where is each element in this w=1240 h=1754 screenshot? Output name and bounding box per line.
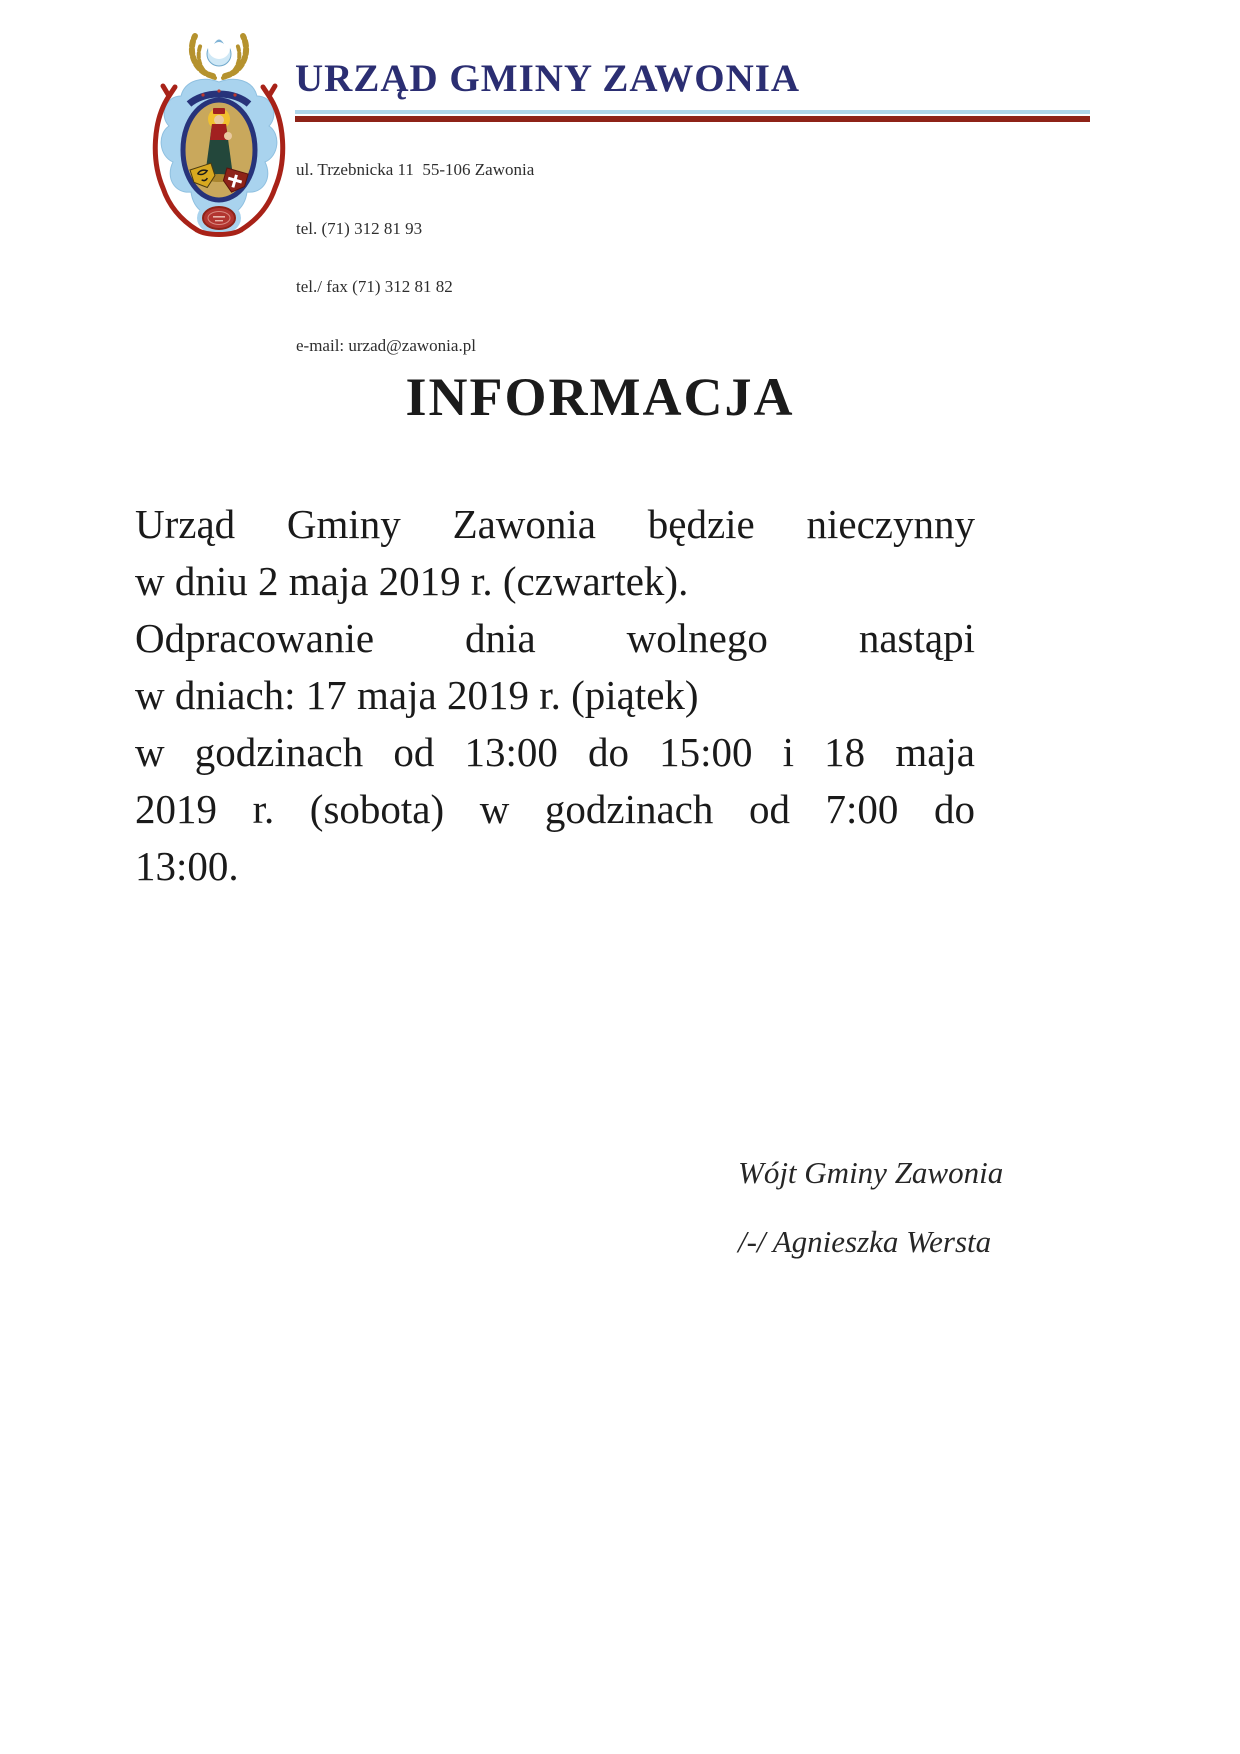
body-line: Urząd Gminy Zawonia będzie nieczynny — [135, 501, 975, 547]
body-line: w dniach: 17 maja 2019 r. (piątek) — [135, 672, 699, 718]
org-name: URZĄD GMINY ZAWONIA — [295, 57, 801, 100]
contact-block — [296, 121, 534, 394]
email-line: e-mail: urzad@zawonia.pl — [296, 335, 476, 355]
address-line: ul. Trzebnicka 11 55-106 Zawonia — [296, 160, 535, 179]
document-heading: INFORMACJA — [405, 367, 795, 427]
announcement-body — [135, 496, 975, 895]
signature-block — [738, 1152, 1003, 1263]
signature-title: Wójt Gminy Zawonia — [738, 1155, 1004, 1190]
fax-line: tel./ fax (71) 312 81 82 — [296, 277, 453, 296]
body-line: 13:00. — [135, 843, 239, 889]
body-line: w godzinach od 13:00 do 15:00 i 18 maja — [135, 729, 975, 775]
body-line: 2019 r. (sobota) w godzinach od 7:00 do — [135, 786, 975, 832]
body-line: w dniu 2 maja 2019 r. (czwartek). — [135, 558, 689, 604]
phone-line: tel. (71) 312 81 93 — [296, 218, 423, 238]
signature-name: /-/ Agnieszka Wersta — [738, 1224, 992, 1259]
coat-of-arms-icon — [143, 24, 295, 242]
body-line: Odpracowanie dnia wolnego nastąpi — [135, 615, 975, 661]
